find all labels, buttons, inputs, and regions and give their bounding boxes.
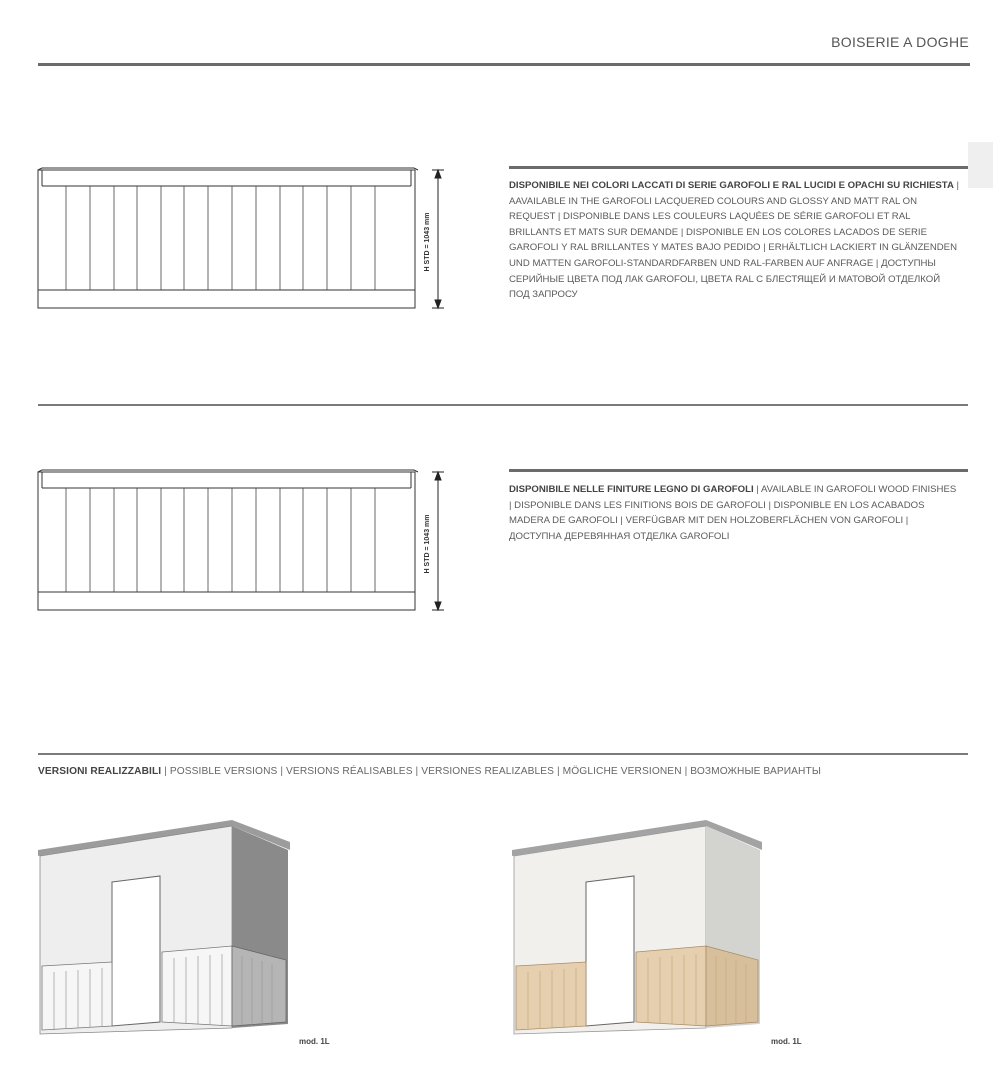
panel-outline (38, 168, 418, 308)
wainscot-right (162, 946, 232, 1026)
description-rule (509, 166, 968, 169)
section-divider (38, 404, 968, 406)
panel-outline (38, 470, 418, 610)
description-bold: DISPONIBILE NELLE FINITURE LEGNO DI GAROFOLI (509, 484, 754, 495)
wainscot-left (516, 962, 586, 1030)
versions-rule (38, 753, 968, 755)
dimension-arrow (432, 472, 444, 610)
wainscot-side (706, 946, 758, 1026)
description-lacquered (509, 178, 961, 303)
page-title: BOISERIE A DOGHE (831, 34, 969, 50)
description-translations: | AVAILABLE IN GAROFOLI WOOD FINISHES | DISPONIBLE DANS LES FINITIONS BOIS DE GAROFOLI | DISPONIBLE EN LOS ACABADOS MADERA DE GAROFOLI | VERFÜGBAR MIT DEN HOLZOBERFLÄCHEN VON GAROFOLI | ДОСТУПНА ДЕРЕВЯННАЯ ОТДЕЛКА GAROFOLI (509, 484, 957, 542)
panel-slats (66, 488, 375, 592)
panel-drawing-lacquered (36, 164, 452, 314)
versions-translations: | POSSIBLE VERSIONS | VERSIONS RÉALISABLES | VERSIONES REALIZABLES | MÖGLICHE VERSIONEN | ВОЗМОЖНЫЕ ВАРИАНТЫ (161, 766, 821, 777)
versions-heading (38, 766, 821, 777)
wainscot-left (42, 962, 112, 1030)
dimension-label: H STD = 1043 mm (424, 212, 431, 272)
render-lacquered (36, 816, 296, 1038)
versions-bold: VERSIONI REALIZZABILI (38, 766, 162, 777)
dimension-label: H STD = 1043 mm (424, 514, 431, 574)
render-wood (510, 816, 766, 1038)
description-bold: DISPONIBILE NEI COLORI LACCATI DI SERIE GAROFOLI E RAL LUCIDI E OPACHI SU RICHIESTA (509, 180, 954, 191)
wainscot-right (636, 946, 706, 1026)
door-opening (112, 876, 160, 1026)
description-rule (509, 469, 968, 472)
render-label: mod. 1L (299, 1037, 330, 1046)
dimension-arrow (432, 170, 444, 308)
panel-drawing-wood (36, 466, 452, 616)
wainscot-side (232, 946, 286, 1026)
door-opening (586, 876, 634, 1026)
header-rule (38, 63, 970, 66)
side-tab (968, 142, 993, 188)
description-wood (509, 482, 961, 544)
description-translations: | AAVAILABLE IN THE GAROFOLI LACQUERED COLOURS AND GLOSSY AND MATT RAL ON REQUEST | DISPONIBLE DANS LES COULEURS LAQUÉES DE SÉRIE GAROFOLI ET RAL BRILLANTS ET MATS SUR DEMANDE | DISPONIBLE EN LOS COLORES LACADOS DE SERIE GAROFOLI Y RAL BRILLANTES Y MATES BAJO PEDIDO | ERHÄLTLICH LACKIERT IN GLÄNZENDEN UND MATTEN GAROFOLI-STANDARDFARBEN UND RAL-FARBEN AUF ANFRAGE | ДОСТУПНЫ СЕРИЙНЫЕ ЦВЕТА ПОД ЛАК GAROFOLI, ЦВЕТА RAL С БЛЕСТЯЩЕЙ И МАТОВОЙ ОТДЕЛКОЙ ПОД ЗАПРОСУ (509, 180, 960, 301)
render-label: mod. 1L (771, 1037, 802, 1046)
panel-slats (66, 186, 375, 290)
